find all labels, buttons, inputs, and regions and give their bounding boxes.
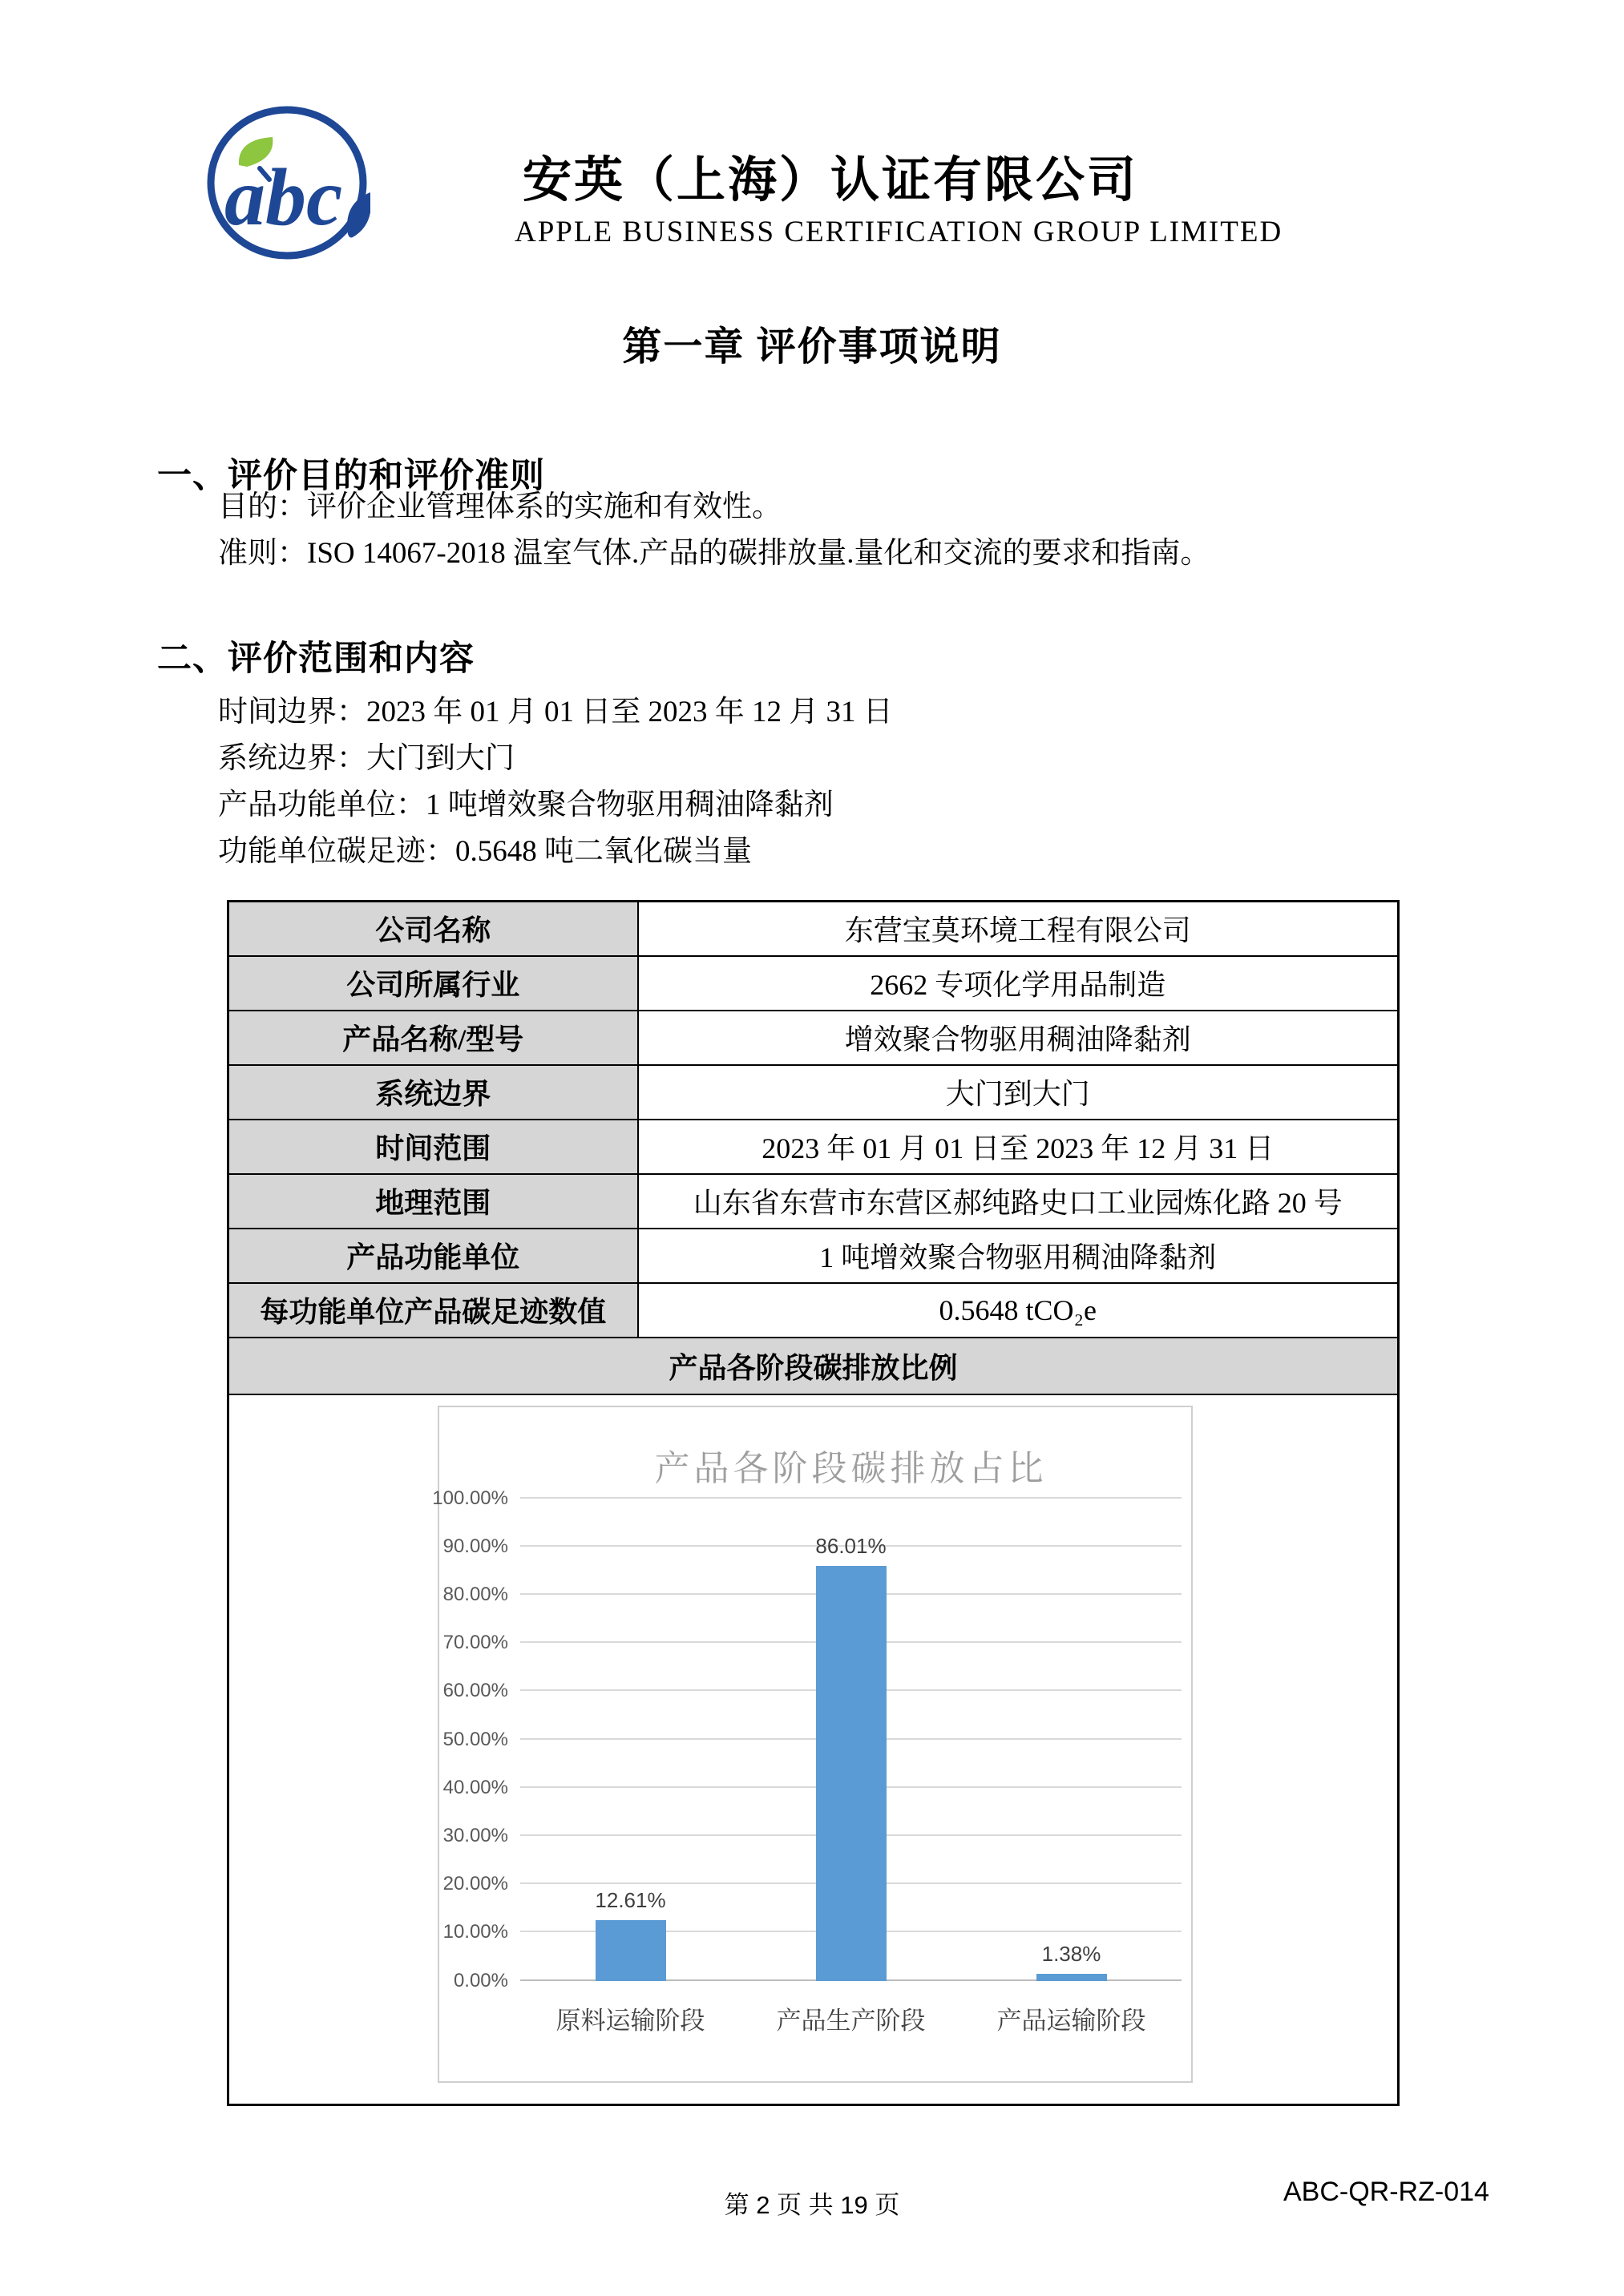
chart-xlabels	[520, 2000, 1182, 2036]
y-tick-label: 50.00%	[442, 1728, 508, 1750]
x-category-label: 产品生产阶段	[776, 2006, 926, 2035]
company-name-zh: 安英（上海）认证有限公司	[523, 154, 1139, 208]
table-row	[228, 902, 1399, 956]
row-label-geo-range: 地理范围	[228, 1174, 638, 1229]
y-tick-label: 30.00%	[442, 1824, 508, 1846]
carbon-footprint-line: 功能单位碳足迹：0.5648 吨二氧化碳当量	[218, 835, 752, 868]
chart-title: 产品各阶段碳排放占比	[654, 1448, 1048, 1488]
footer-page-number: 第 2 页 共 19 页	[724, 2191, 900, 2219]
footer-doc-code: ABC-QR-RZ-014	[1283, 2177, 1489, 2207]
chapter-title: 第一章 评价事项说明	[622, 325, 1002, 369]
row-label-footprint-value: 每功能单位产品碳足迹数值	[228, 1283, 638, 1338]
table-row	[228, 956, 1399, 1011]
svg-text:abc: abc	[224, 152, 343, 243]
bar-data-label: 1.38%	[1041, 1942, 1101, 1967]
functional-unit-line: 产品功能单位：1 吨增效聚合物驱用稠油降黏剂	[218, 789, 834, 821]
row-value-time-range: 2023 年 01 月 01 日至 2023 年 12 月 31 日	[638, 1120, 1399, 1174]
chart-yticks	[432, 1487, 508, 1991]
x-category-label: 原料运输阶段	[555, 2006, 705, 2035]
bars-container	[520, 1499, 1182, 1981]
bar-chart	[432, 1406, 1193, 2083]
system-boundary-line: 系统边界：大门到大门	[218, 742, 515, 775]
table-row	[228, 1394, 1399, 2105]
y-tick-label: 70.00%	[442, 1632, 508, 1654]
time-boundary-line: 时间边界：2023 年 01 月 01 日至 2023 年 12 月 31 日	[218, 696, 893, 728]
y-tick-label: 20.00%	[442, 1873, 508, 1895]
row-value-system-boundary: 大门到大门	[638, 1065, 1399, 1120]
row-label-system-boundary: 系统边界	[228, 1065, 638, 1120]
row-value-functional-unit: 1 吨增效聚合物驱用稠油降黏剂	[638, 1229, 1399, 1283]
purpose-line: 目的：评价企业管理体系的实施和有效性。	[218, 490, 782, 523]
y-tick-label: 40.00%	[442, 1776, 508, 1798]
criteria-line: 准则：ISO 14067-2018 温室气体.产品的碳排放量.量化和交流的要求和指南。	[218, 537, 1210, 570]
table-row	[228, 1011, 1399, 1065]
row-value-footprint-value: 0.5648 tCO₂e	[638, 1283, 1399, 1338]
table-row	[228, 1338, 1399, 1394]
section-2-body	[218, 689, 893, 875]
bar-slot	[961, 1499, 1182, 1981]
company-name-en: APPLE BUSINESS CERTIFICATION GROUP LIMITED	[515, 216, 1283, 248]
row-label-functional-unit: 产品功能单位	[228, 1229, 638, 1283]
row-label-product-name: 产品名称/型号	[228, 1011, 638, 1065]
row-value-product-name: 增效聚合物驱用稠油降黏剂	[638, 1011, 1399, 1065]
chart-cell	[228, 1394, 1399, 2105]
row-label-company-name: 公司名称	[228, 902, 638, 956]
table-row	[228, 1174, 1399, 1229]
merged-header-cell: 产品各阶段碳排放比例	[228, 1338, 1399, 1394]
bar-slot	[520, 1499, 741, 1981]
bar	[596, 1920, 666, 1981]
y-tick-label: 80.00%	[442, 1583, 508, 1605]
bar-slot	[741, 1499, 961, 1981]
row-value-company-name: 东营宝莫环境工程有限公司	[638, 902, 1399, 956]
row-value-industry: 2662 专项化学用品制造	[638, 956, 1399, 1011]
table-row	[228, 1120, 1399, 1174]
y-tick-label: 100.00%	[432, 1487, 508, 1509]
table-row	[228, 1229, 1399, 1283]
chart-plot	[520, 1499, 1182, 1981]
row-label-industry: 公司所属行业	[228, 956, 638, 1011]
table-row	[228, 1283, 1399, 1338]
row-label-time-range: 时间范围	[228, 1120, 638, 1174]
y-tick-label: 90.00%	[442, 1535, 508, 1557]
section-1-heading: 一、评价目的和评价准则	[157, 458, 545, 495]
company-logo	[205, 104, 370, 264]
x-category-label: 产品运输阶段	[996, 2006, 1146, 2035]
y-tick-label: 60.00%	[442, 1680, 508, 1702]
bar	[816, 1566, 887, 1981]
table-row	[228, 1065, 1399, 1120]
abc-logo-icon	[205, 104, 370, 264]
section-2-heading: 二、评价范围和内容	[157, 640, 475, 678]
y-tick-label: 0.00%	[453, 1969, 508, 1991]
product-info-table	[227, 900, 1400, 2106]
section-1-body	[218, 484, 1210, 577]
chart-cell-inner	[229, 1395, 1397, 2104]
row-value-geo-range: 山东省东营市东营区郝纯路史口工业园炼化路 20 号	[638, 1174, 1399, 1229]
bar-data-label: 12.61%	[595, 1887, 666, 1912]
bar-data-label: 86.01%	[815, 1533, 887, 1558]
bar	[1036, 1974, 1107, 1980]
y-tick-label: 10.00%	[442, 1921, 508, 1943]
